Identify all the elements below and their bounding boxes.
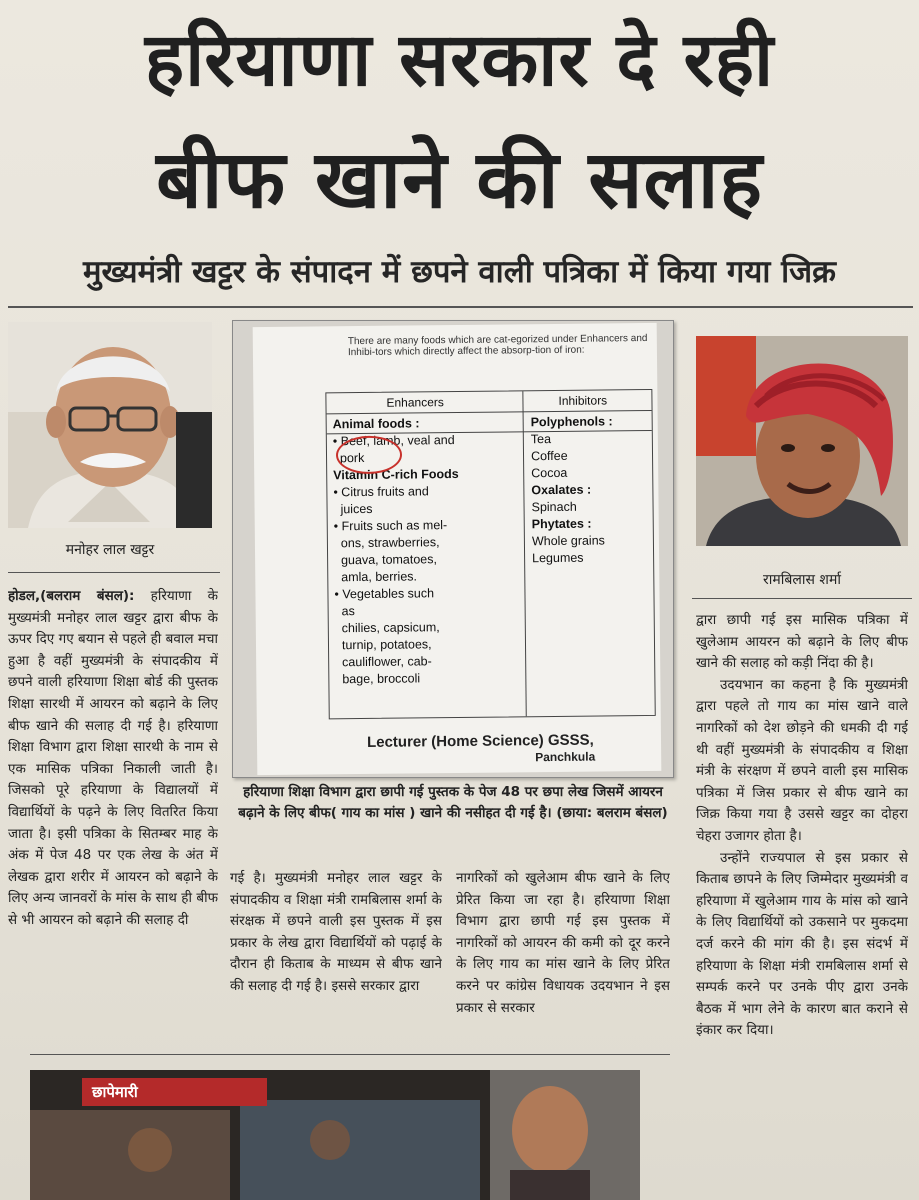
column-3-text: नागरिकों को खुलेआम बीफ खाने के लिए प्रेरित किया जा रहा है। हरियाणा शिक्षा विभाग द्वारा छापी गई इस पुस्तक में नागरिकों को आयरन की कमी को दूर करने के लिए गाय का मांस खाने के लिए प्रेरित करने पर कांग्रेस विधायक उदयभान ने इस प्रकार से सरकार [456,870,670,1016]
subheadline: मुख्यमंत्री खट्टर के संपादन में छपने वाली पत्रिका में किया गया जिक्र [83,254,836,290]
headline-line-1: हरियाणा सरकार दे रही [144,17,775,103]
enhancers-item: Animal foods : [332,416,420,432]
article-column-3 [456,868,670,1048]
enhancers-item: pork [332,450,365,466]
enhancers-item: turnip, potatoes, [334,637,432,653]
enhancers-item: • Beef, lamb, veal and [332,433,455,449]
column-2-text: गई है। मुख्यमंत्री मनोहर लाल खट्टर के संपादकीय व शिक्षा मंत्री रामबिलास शर्मा के संरक्षक में छपने वाली इस पुस्तक में इस प्रकार के लेख द्वारा विद्यार्थियों को पढ़ाई के दौरान ही किताब के माध्यम से बीफ खाने की सलाह दी गई है। इससे सरकार द्वारा [230,870,442,994]
clipping-intro: There are many foods which are cat-egorized under Enhancers and Inhibi-tors which directly affect the absorp-tion of iron: [347,332,648,359]
inhibitors-item: Polyphenols : [530,414,613,430]
inhibitors-item: Coffee [530,448,568,464]
clipping-page [253,323,662,775]
inhibitors-header: Inhibitors [558,393,608,408]
divider-rule [692,598,912,599]
article-column-2 [230,868,442,1048]
raid-tag: छापेमारी [82,1078,267,1106]
bottom-photo [30,1070,640,1200]
magazine-clipping [232,320,674,778]
inhibitors-item: Legumes [532,550,584,566]
inhibitors-item: Phytates : [531,516,592,532]
enhancers-item: • Fruits such as mel- [333,518,448,534]
column-4-text-b: उदयभान का कहना है कि मुख्यमंत्री द्वारा पहले तो गाय का मांस खाने वाले नागरिकों को देश छोड़ने की धमकी दी गई थी वहीं मुख्यमंत्री के संपादकीय व शिक्षा मंत्री के संरक्षण में छपने वाली इस मासिक पत्रिका में जिस प्रकार से बीफ खाने का जिक्र किया गया है उससे खट्टर का दोहरा चेहरा उजागर होता है। [696,676,908,844]
clipping-caption: हरियाणा शिक्षा विभाग द्वारा छापी गई पुस्तक के पेज 48 पर छपा लेख जिसमें आयरन बढ़ाने के लिए बीफ( गाय का मांस ) खाने की नसीहत दी गई है। (छाया: बलराम बंसल) [238,784,668,821]
divider-rule [30,1054,670,1055]
enhancers-item: • Citrus fruits and [333,484,429,500]
inhibitors-list [531,413,615,567]
enhancers-item: • Vegetables such [334,586,435,602]
khattar-photo [8,322,212,528]
enhancers-item: as [334,604,355,619]
column-4-text-c: उन्होंने राज्यपाल से इस प्रकार से किताब छापने के लिए जिम्मेदार मुख्यमंत्री व हरियाणा में खुलेआम गाय के मांस को खाने के लिए विद्यार्थियों को उकसाने पर मुकदमा दर्ज करने की मांग की है। इस संदर्भ में हरियाणा के शिक्षा मंत्री रामबिलास शर्मा से सम्पर्क करने पर उनके पीए द्वारा उनके बैठक में भाग लेने के कारण बात कराने से इंकार कर दिया। [696,849,908,1039]
dateline: होडल,(बलराम बंसल): [8,588,135,604]
portrait-illustration [8,322,212,528]
clipping-signature: Lecturer (Home Science) GSSS, [366,731,594,751]
inhibitors-item: Oxalates : [531,482,592,498]
inhibitors-item: Cocoa [531,465,568,481]
enhancers-item: guava, tomatoes, [334,552,438,568]
column-4-text-a: द्वारा छापी गई इस मासिक पत्रिका में खुलेआम आयरन को बढ़ाने के लिए बीफ खाने की सलाह को कड़ी निंदा की है। [696,612,908,672]
table-divider [522,391,526,716]
enhancers-item: cauliflower, cab- [335,654,432,670]
sharma-photo [696,336,908,546]
inhibitors-item: Whole grains [531,533,605,549]
article-column-1 [8,586,218,1046]
divider-rule [8,572,220,573]
inhibitors-item: Spinach [531,499,577,515]
sharma-caption: रामबिलास शर्मा [763,572,841,588]
portrait-illustration [696,336,908,546]
enhancers-item: amla, berries. [334,569,418,585]
column-1-text: हरियाणा के मुख्यमंत्री मनोहर लाल खट्टर द्वारा बीफ के ऊपर दिए गए बयान से पहले ही बवाल मचा हुआ है वहीं मुख्यमंत्री के संपादकीय में छपने वाली हरियाणा शिक्षा बोर्ड की पुस्तक शिक्षा सारथी में आयरन को बढ़ाने के लिए बीफ खाने की सलाह दी गई है। हरियाणा शिक्षा विभाग द्वारा शिक्षा सारथी के नाम से एक मासिक पत्रिका निकाली जाती है। जिसको पूरे हरियाणा के विद्यालयों में विद्यार्थियों के पढ़ने के लिए वितरित किया जाता है। इसी पत्रिका के सितम्बर माह के अंक में पेज 48 पर एक लेख के अंत में लेखक द्वारा शरीर में आयरन को बढ़ाने के लिए अन्य जानवरों के मांस के साथ ही बीफ से भी आयरन को बढ़ाने की सलाह दी [8,588,218,928]
inhibitors-item: Tea [530,432,552,447]
khattar-caption: मनोहर लाल खट्टर [65,542,155,558]
enhancers-item: bage, broccoli [335,671,421,687]
enhancers-item: ons, strawberries, [333,535,440,551]
enhancers-item: Vitamin C-rich Foods [333,466,459,483]
enhancers-item: chilies, capsicum, [334,620,440,636]
enhancers-item: juices [333,501,373,517]
enhancers-header: Enhancers [386,395,444,410]
clipping-signature-place: Panchkula [535,749,596,765]
headline-line-2: बीफ खाने की सलाह [156,133,763,226]
article-column-4 [696,610,908,1200]
divider-rule [8,306,913,308]
